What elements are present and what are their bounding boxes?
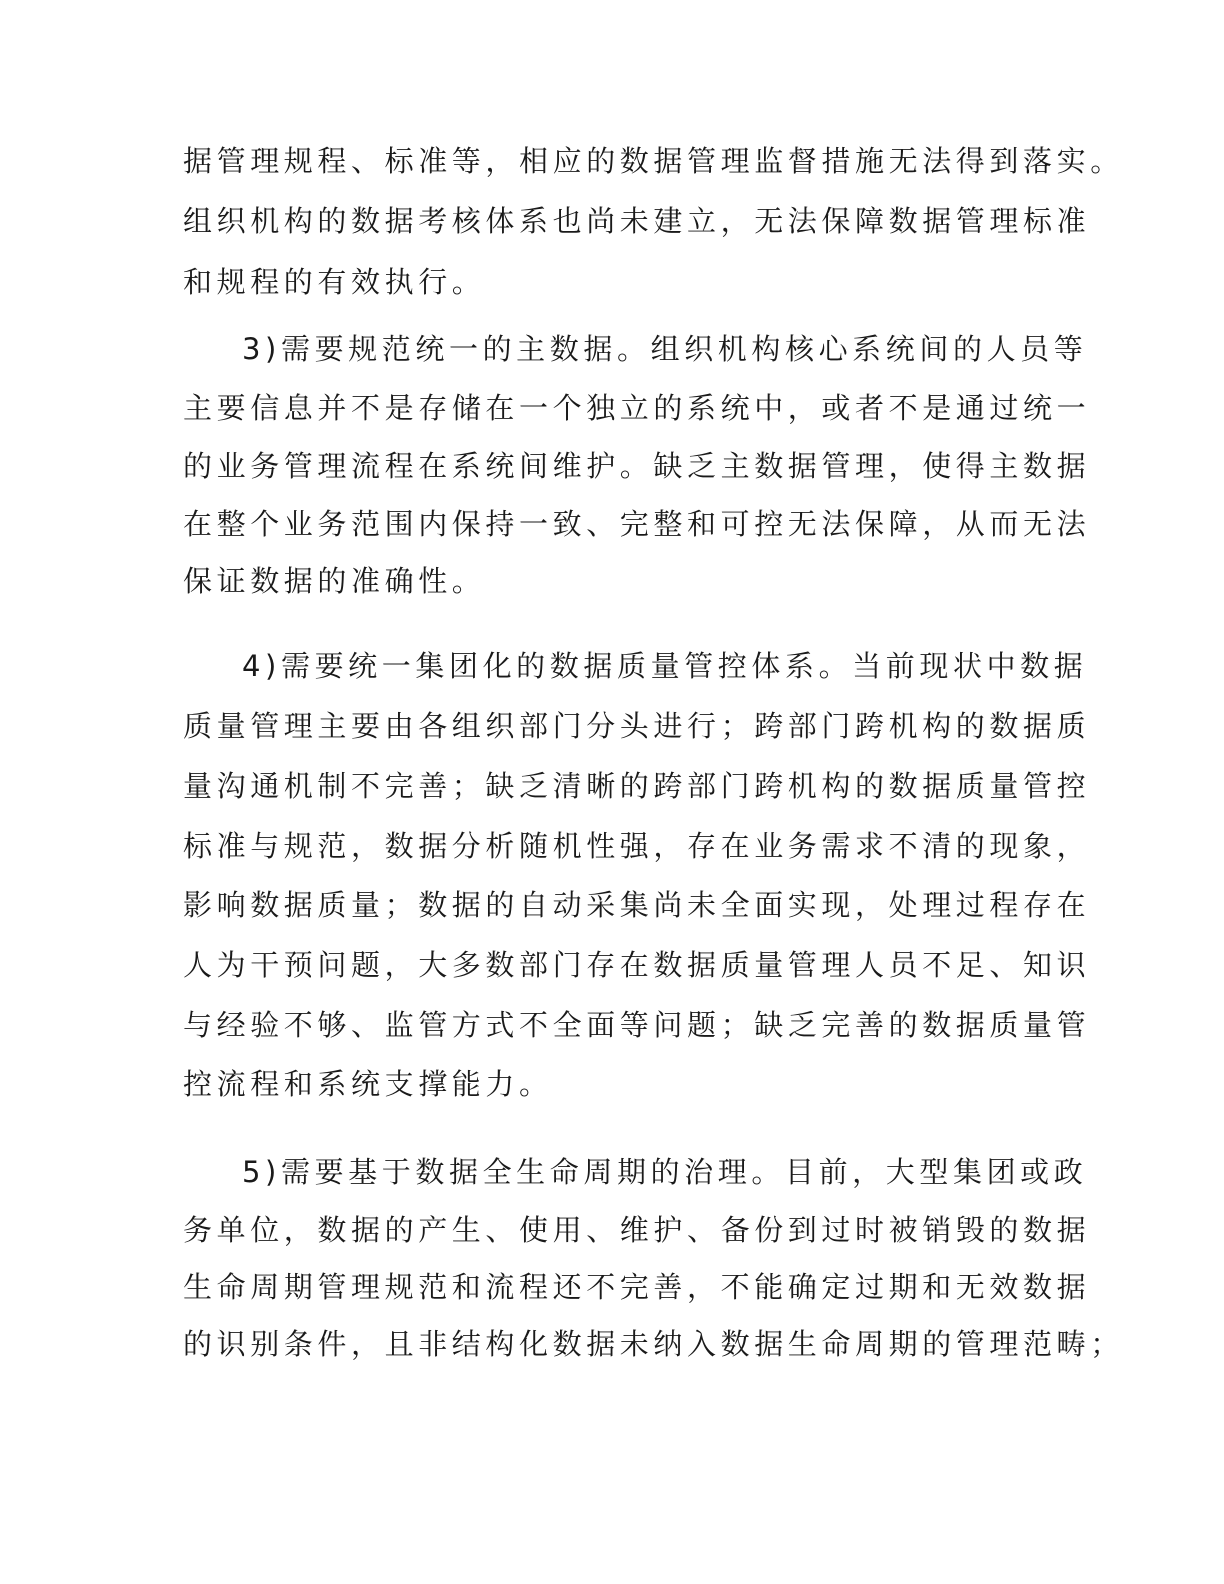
text-line: 主要信息并不是存储在一个独立的系统中，或者不是通过统一: [183, 391, 1091, 425]
text-line: 和规程的有效执行。: [183, 265, 486, 299]
text-line: 的识别条件，且非结构化数据未纳入数据生命周期的管理范畴；: [183, 1327, 1124, 1361]
paragraph-5-heading-line: 5)需要基于数据全生命周期的治理。目前，大型集团或政: [242, 1155, 1088, 1189]
text-line: 组织机构的数据考核体系也尚未建立，无法保障数据管理标准: [183, 204, 1091, 238]
paragraph-4-heading-line: 4)需要统一集团化的数据质量管控体系。当前现状中数据: [242, 649, 1088, 683]
text-line: 标准与规范，数据分析随机性强，存在业务需求不清的现象，: [183, 829, 1091, 863]
text-line: 务单位，数据的产生、使用、维护、备份到过时被销毁的数据: [183, 1213, 1091, 1247]
text-line: 与经验不够、监管方式不全面等问题；缺乏完善的数据质量管: [183, 1008, 1091, 1042]
text-line: 量沟通机制不完善；缺乏清晰的跨部门跨机构的数据质量管控: [183, 769, 1091, 803]
text-line: 在整个业务范围内保持一致、完整和可控无法保障，从而无法: [183, 507, 1091, 541]
text-line: 据管理规程、标准等，相应的数据管理监督措施无法得到落实。: [183, 144, 1124, 178]
text-line: 生命周期管理规范和流程还不完善，不能确定过期和无效数据: [183, 1270, 1091, 1304]
text-line: 影响数据质量；数据的自动采集尚未全面实现，处理过程存在: [183, 888, 1091, 922]
text-line: 保证数据的准确性。: [183, 564, 486, 598]
text-line: 质量管理主要由各组织部门分头进行；跨部门跨机构的数据质: [183, 709, 1091, 743]
text-line: 控流程和系统支撑能力。: [183, 1067, 553, 1101]
paragraph-3-heading-line: 3)需要规范统一的主数据。组织机构核心系统间的人员等: [242, 332, 1088, 366]
text-line: 人为干预问题，大多数部门存在数据质量管理人员不足、知识: [183, 948, 1091, 982]
text-line: 的业务管理流程在系统间维护。缺乏主数据管理，使得主数据: [183, 449, 1091, 483]
